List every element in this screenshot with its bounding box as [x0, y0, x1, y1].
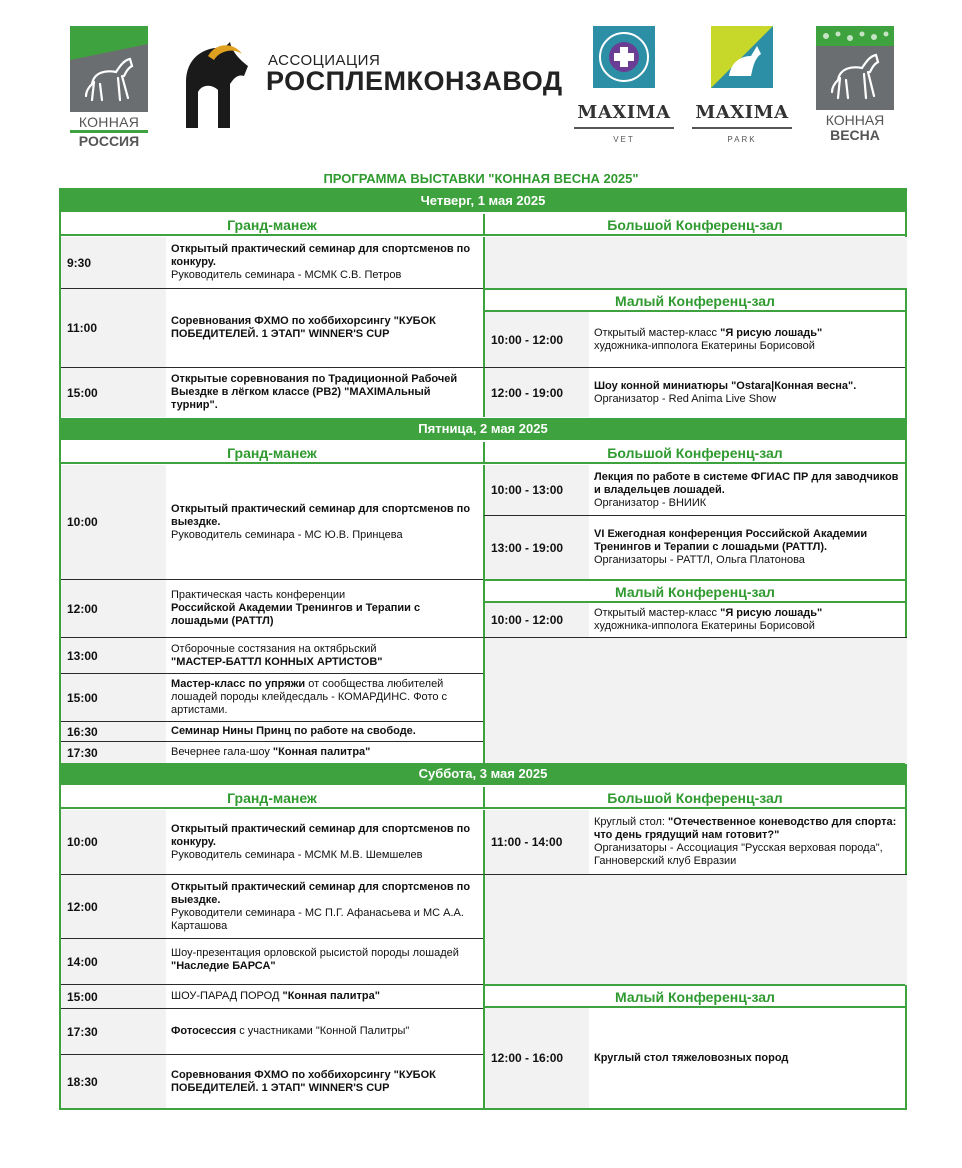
time-cell: 10:00	[61, 810, 166, 874]
event-title: Фотосессия	[171, 1025, 237, 1037]
venue-grand-manege: Гранд-манеж	[61, 214, 483, 236]
program-title: ПРОГРАММА ВЫСТАВКИ "КОННАЯ ВЕСНА 2025"	[323, 171, 639, 186]
event-cell	[166, 741, 483, 763]
time-cell: 15:00	[61, 673, 166, 721]
event-detail: от сообщества любителей лошадей породы клейдесдаль - КОМАРДИНС. Фото с артистами.	[171, 678, 448, 716]
time-cell: 13:00	[61, 637, 166, 673]
maxima-vet-word: MAXIMA	[577, 102, 671, 123]
konnaya-vesna-line2: ВЕСНА	[830, 127, 880, 143]
maxima-park-logo	[692, 26, 792, 156]
time-cell: 13:00 - 19:00	[483, 515, 589, 579]
event-title: "Конная палитра"	[282, 990, 380, 1002]
event-detail: Руководитель семинара - МСМК М.В. Шемшелев	[171, 848, 423, 861]
event-cell	[589, 515, 905, 579]
time-cell: 10:00 - 13:00	[483, 465, 589, 515]
konnaya-rossiya-line2: РОССИЯ	[70, 130, 148, 149]
event-title: Шоу конной миниатюры "Ostara|Конная весна".	[594, 379, 857, 392]
time-cell: 18:30	[61, 1054, 166, 1108]
event-cell	[166, 637, 483, 673]
event-intro: ШОУ-ПАРАД ПОРОД	[171, 990, 283, 1002]
event-title: "Конная палитра"	[272, 746, 371, 758]
event-title: Открытый практический семинар для спортсменов по выездке.	[171, 880, 471, 906]
konnaya-rossiya-line1: КОННАЯ	[78, 114, 140, 130]
time-cell: 15:00	[61, 984, 166, 1008]
time-cell: 12:00	[61, 874, 166, 938]
event-cell	[166, 721, 483, 741]
event-cell	[166, 237, 483, 288]
event-title: "Я рисую лошадь"	[720, 607, 823, 619]
empty-cell	[483, 237, 907, 288]
maxima-vet-sub: VET	[613, 135, 635, 144]
rosplem-logo-mark	[178, 38, 252, 130]
event-title: Открытый практический семинар для спортсменов по конкуру.	[171, 243, 471, 268]
venue-big-hall: Большой Конференц-зал	[483, 787, 905, 809]
venue-grand-manege: Гранд-манеж	[61, 442, 483, 464]
event-cell	[166, 984, 483, 1008]
horse-icon	[86, 59, 132, 100]
day-header: Суббота, 3 мая 2025	[61, 763, 905, 785]
event-title: "Я рисую лошадь"	[720, 326, 823, 339]
time-cell: 17:30	[61, 1008, 166, 1054]
time-cell: 10:00 - 12:00	[483, 603, 589, 637]
event-title: Соревнования ФХМО по хоббихорсингу "КУБОК ПОБЕДИТЕЛЕЙ. 1 ЭТАП" WINNER'S CUP	[171, 1068, 436, 1094]
event-detail: Организатор - ВНИИК	[594, 496, 707, 509]
event-title: Соревнования ФХМО по хоббихорсингу "КУБОК ПОБЕДИТЕЛЕЙ. 1 ЭТАП" WINNER'S CUP	[171, 315, 436, 340]
event-intro: Практическая часть конференции	[171, 589, 346, 601]
time-cell: 9:30	[61, 237, 166, 288]
horse-icon	[832, 55, 878, 98]
event-cell	[166, 938, 483, 984]
event-cell	[589, 1008, 905, 1108]
event-intro: Круглый стол:	[594, 816, 669, 828]
event-cell	[166, 874, 483, 938]
venue-small-hall: Малый Конференц-зал	[483, 984, 905, 1008]
time-cell: 16:30	[61, 721, 166, 741]
day-header: Четверг, 1 мая 2025	[61, 190, 905, 212]
konnaya-vesna-logo	[816, 26, 894, 150]
empty-cell	[483, 637, 907, 764]
event-title: "МАСТЕР-БАТТЛ КОННЫХ АРТИСТОВ"	[171, 655, 383, 668]
event-cell	[166, 579, 483, 637]
event-cell	[166, 465, 483, 579]
konnaya-rossiya-logo	[70, 26, 148, 150]
time-cell: 14:00	[61, 938, 166, 984]
event-detail: Организаторы - Ассоциация "Русская верховая порода", Ганноверский клуб Евразии	[594, 842, 883, 867]
maxima-park-sub: PARK	[727, 135, 757, 144]
event-cell	[166, 1008, 483, 1054]
event-title: Открытый практический семинар для спортсменов по выездке.	[171, 502, 471, 528]
event-detail: Руководитель семинара - МСМК С.В. Петров	[171, 269, 402, 281]
event-title: Открытые соревнования по Традиционной Рабочей Выездке в лёгком классе (РВ2) "MAXIMAльный турнир".	[171, 373, 458, 411]
empty-cell	[483, 874, 907, 985]
venue-small-hall: Малый Конференц-зал	[483, 288, 905, 312]
event-title: Открытый практический семинар для спортсменов по конкуру.	[171, 822, 471, 848]
time-cell: 10:00 - 12:00	[483, 312, 589, 367]
event-detail: Руководители семинара - МС П.Г. Афанасьева и МС А.А. Карташова	[171, 906, 464, 932]
konnaya-vesna-line1: КОННАЯ	[825, 112, 885, 128]
rosplem-name: РОСПЛЕМКОНЗАВОД	[266, 66, 563, 96]
event-cell	[166, 673, 483, 721]
venue-big-hall: Большой Конференц-зал	[483, 214, 905, 236]
event-title: Российской Академии Тренингов и Терапии с лошадьми (РАТТЛ)	[171, 602, 421, 627]
event-intro: Вечернее гала-шоу	[171, 746, 273, 758]
time-cell: 12:00 - 16:00	[483, 1008, 589, 1108]
maxima-park-word: MAXIMA	[695, 102, 789, 123]
time-cell: 15:00	[61, 367, 166, 417]
time-cell: 10:00	[61, 465, 166, 579]
event-title: "Наследие БАРСА"	[171, 960, 276, 972]
event-detail: с участниками "Конной Палитры"	[236, 1025, 410, 1037]
time-cell: 12:00	[61, 579, 166, 637]
event-detail: художника-ипполога Екатерины Борисовой	[594, 339, 815, 352]
event-cell	[166, 288, 483, 367]
event-intro: Открытый мастер-класс	[594, 326, 721, 339]
event-detail: художника-ипполога Екатерины Борисовой	[594, 620, 815, 632]
event-cell	[589, 810, 905, 874]
time-cell: 11:00 - 14:00	[483, 810, 589, 874]
event-title: "Отечественное коневодство для спорта: что день грядущий нам готовит?"	[594, 816, 897, 841]
event-title: Семинар Нины Принц по работе на свободе.	[171, 725, 416, 737]
event-intro: Открытый мастер-класс	[594, 607, 721, 619]
day-header: Пятница, 2 мая 2025	[61, 418, 905, 440]
event-title: Круглый стол тяжеловозных пород	[594, 1051, 789, 1064]
event-detail: Организатор - Red Anima Live Show	[594, 392, 777, 405]
event-title: Мастер-класс по упряжи	[171, 678, 306, 690]
event-intro: Шоу-презентация орловской рысистой породы лошадей	[171, 947, 459, 959]
event-cell	[589, 465, 905, 515]
time-cell: 11:00	[61, 288, 166, 367]
event-cell	[166, 1054, 483, 1108]
event-title: Лекция по работе в системе ФГИАС ПР для заводчиков и владельцев лошадей.	[594, 470, 899, 496]
venue-small-hall: Малый Конференц-зал	[483, 579, 905, 603]
event-intro: Отборочные состязания на октябрьский	[171, 642, 377, 655]
event-title: VI Ежегодная конференция Российской Академии Тренингов и Терапии с лошадьми (РАТТЛ).	[594, 528, 868, 553]
event-detail: Организаторы - РАТТЛ, Ольга Платонова	[594, 554, 805, 566]
rosplem-assoc-label: АССОЦИАЦИЯ	[268, 52, 381, 69]
time-cell: 17:30	[61, 741, 166, 763]
event-detail: Руководитель семинара - МС Ю.В. Принцева	[171, 528, 403, 541]
time-cell: 12:00 - 19:00	[483, 367, 589, 417]
event-cell	[589, 312, 905, 367]
event-cell	[589, 603, 905, 637]
event-cell	[166, 810, 483, 874]
event-cell	[166, 367, 483, 417]
maxima-vet-logo	[574, 26, 674, 156]
venue-grand-manege: Гранд-манеж	[61, 787, 483, 809]
venue-big-hall: Большой Конференц-зал	[483, 442, 905, 464]
event-cell	[589, 367, 905, 417]
